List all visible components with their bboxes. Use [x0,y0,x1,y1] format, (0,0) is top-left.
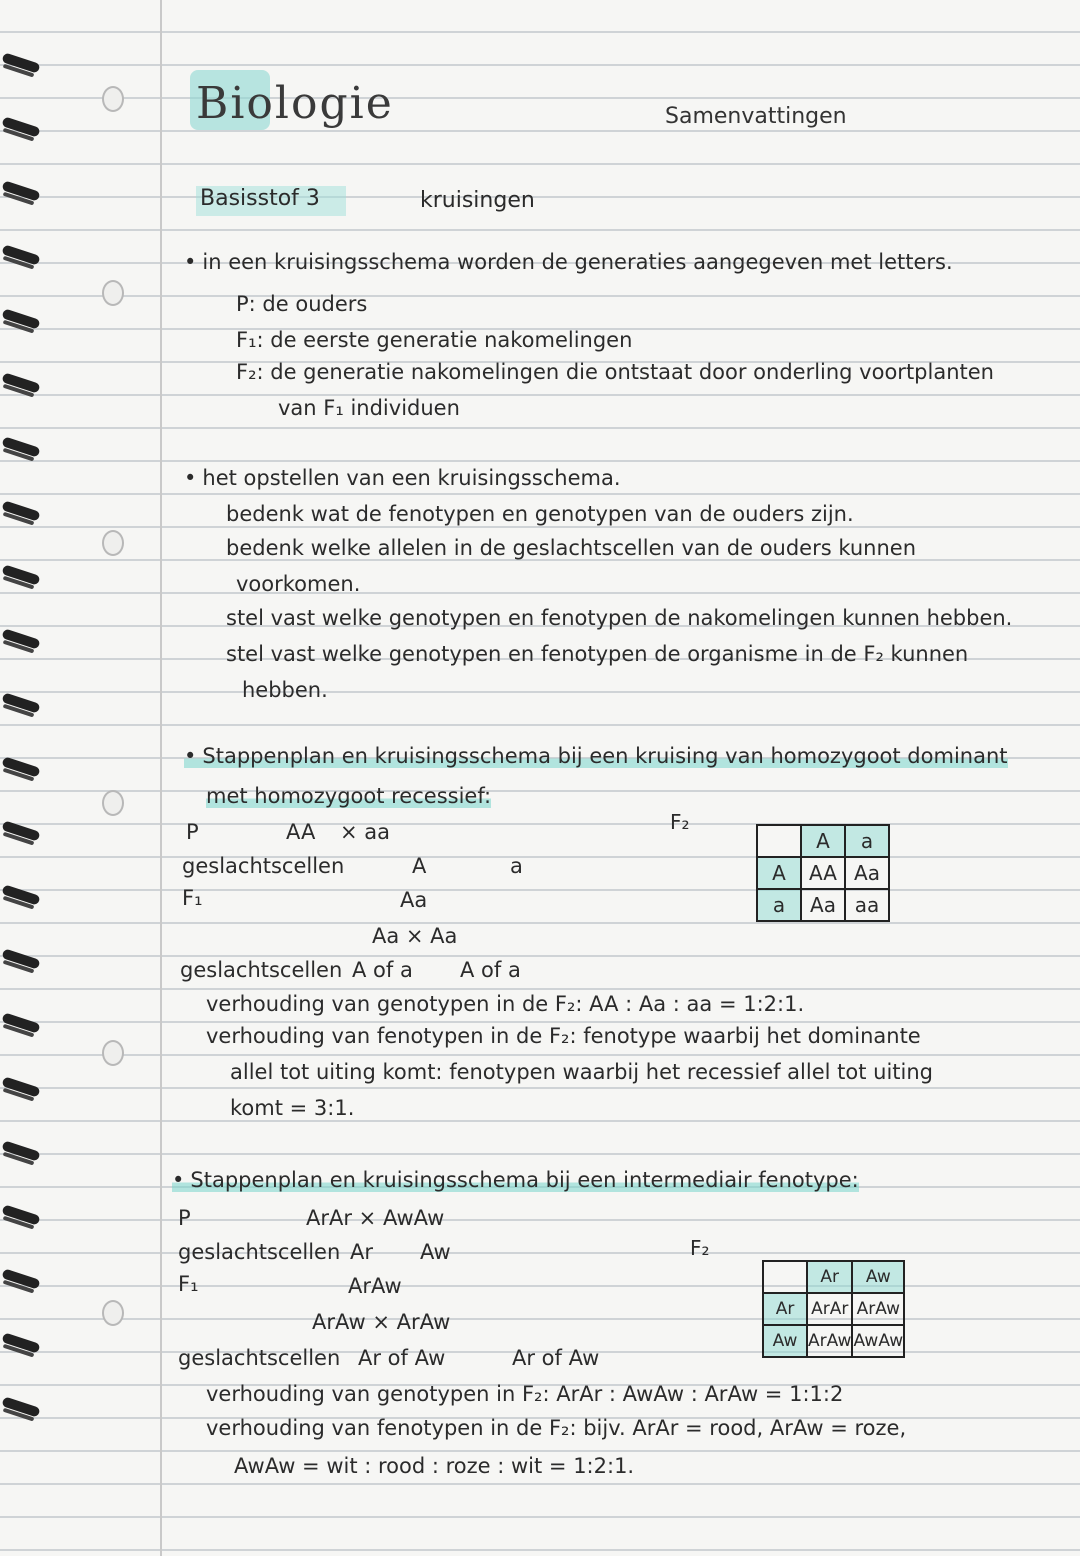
cross-value: Aa × Aa [372,924,458,948]
punnett-col-header: a [845,825,889,857]
cross-value: Aa [400,888,428,912]
cross-label: geslachtscellen [182,854,345,878]
section2-item: stel vast welke genotypen en fenotypen de nakomelingen kunnen hebben. [226,606,1013,630]
punnett-cell: ArAw [852,1293,904,1325]
cross-value: Aw [420,1240,451,1264]
page-subtitle: Samenvattingen [665,104,847,129]
punnett-cell: Aa [801,889,845,921]
punnett-row-header: a [757,889,801,921]
margin-line [160,0,162,1556]
ratio-line: verhouding van fenotypen in de F₂: fenotype waarbij het dominante [206,1024,921,1048]
cross-value: ArAw [348,1274,402,1298]
f2-label: F₂ [690,1236,710,1260]
ratio-line: verhouding van fenotypen in de F₂: bijv. ArAr = rood, ArAw = roze, [206,1416,907,1440]
f2-label: F₂ [670,810,690,834]
cross-label: F₁ [182,886,203,910]
section2-item: stel vast welke genotypen en fenotypen de organisme in de F₂ kunnen [226,642,969,666]
punnett-row-header: Aw [763,1325,807,1357]
cross-value: AA [286,820,316,844]
punnett-corner [757,825,801,857]
punnett-col-header: Aw [852,1261,904,1293]
ratio-line: komt = 3:1. [230,1096,355,1120]
section1-item: F₂: de generatie nakomelingen die ontstaat door onderling voortplanten [236,360,994,384]
punnett-cell: aa [845,889,889,921]
punch-hole [102,280,124,306]
punnett-col-header: A [801,825,845,857]
section1-bullet: • in een kruisingsschema worden de generaties aangegeven met letters. [184,250,953,274]
section2-item: voorkomen. [236,572,361,596]
cross-value: a [510,854,523,878]
punch-hole [102,1300,124,1326]
section2-item: bedenk wat de fenotypen en genotypen van de ouders zijn. [226,502,854,526]
cross-label: P [186,820,199,844]
chapter-topic: kruisingen [420,188,535,213]
section1-item: van F₁ individuen [278,396,460,420]
punnett-row-header: A [757,857,801,889]
punnett-row-header: Ar [763,1293,807,1325]
punnett-cell: ArAr [807,1293,852,1325]
cross-label: geslachtscellen [178,1240,341,1264]
punnett-cell: AwAw [852,1325,904,1357]
cross-label: F₁ [178,1272,199,1296]
spiral-binding [0,40,60,1448]
section2-item: bedenk welke allelen in de geslachtscellen van de ouders kunnen [226,536,917,560]
punnett-square [756,824,890,922]
punnett-corner [763,1261,807,1293]
cross-label: geslachtscellen [180,958,343,982]
cross-label: P [178,1206,191,1230]
cross-value: A of a [460,958,521,982]
chapter-label: Basisstof 3 [200,186,320,211]
ratio-line: allel tot uiting komt: fenotypen waarbij het recessief allel tot uiting [230,1060,933,1084]
punch-hole [102,530,124,556]
punnett-cell: Aa [845,857,889,889]
punnett-col-header: Ar [807,1261,852,1293]
ratio-line: AwAw = wit : rood : roze : wit = 1:2:1. [234,1454,635,1478]
punnett-cell: ArAw [807,1325,852,1357]
cross-value: ArAw × ArAw [312,1310,451,1334]
cross-value: Ar of Aw [512,1346,600,1370]
cross-value: Ar of Aw [358,1346,446,1370]
section1-item: F₁: de eerste generatie nakomelingen [236,328,633,352]
section4-bullet: • Stappenplan en kruisingsschema bij een intermediair fenotype: [172,1168,859,1192]
cross-value: × aa [340,820,391,844]
ratio-line: verhouding van genotypen in F₂: ArAr : AwAw : ArAw = 1:1:2 [206,1382,844,1406]
punch-hole [102,790,124,816]
section2-bullet: • het opstellen van een kruisingsschema. [184,466,621,490]
punnett-cell: AA [801,857,845,889]
punch-hole [102,1040,124,1066]
cross-value: Ar [350,1240,373,1264]
section3-bullet: • Stappenplan en kruisingsschema bij een kruising van homozygoot dominant [184,744,1008,768]
cross-value: ArAr × AwAw [306,1206,445,1230]
cross-value: A of a [352,958,413,982]
punnett-square [762,1260,905,1358]
ratio-line: verhouding van genotypen in de F₂: AA : Aa : aa = 1:2:1. [206,992,805,1016]
section3-bullet-cont: met homozygoot recessief: [206,784,492,808]
cross-label: geslachtscellen [178,1346,341,1370]
punch-hole [102,86,124,112]
cross-value: A [412,854,427,878]
section2-item: hebben. [242,678,328,702]
page-title: Biologie [196,78,394,129]
section1-item: P: de ouders [236,292,368,316]
